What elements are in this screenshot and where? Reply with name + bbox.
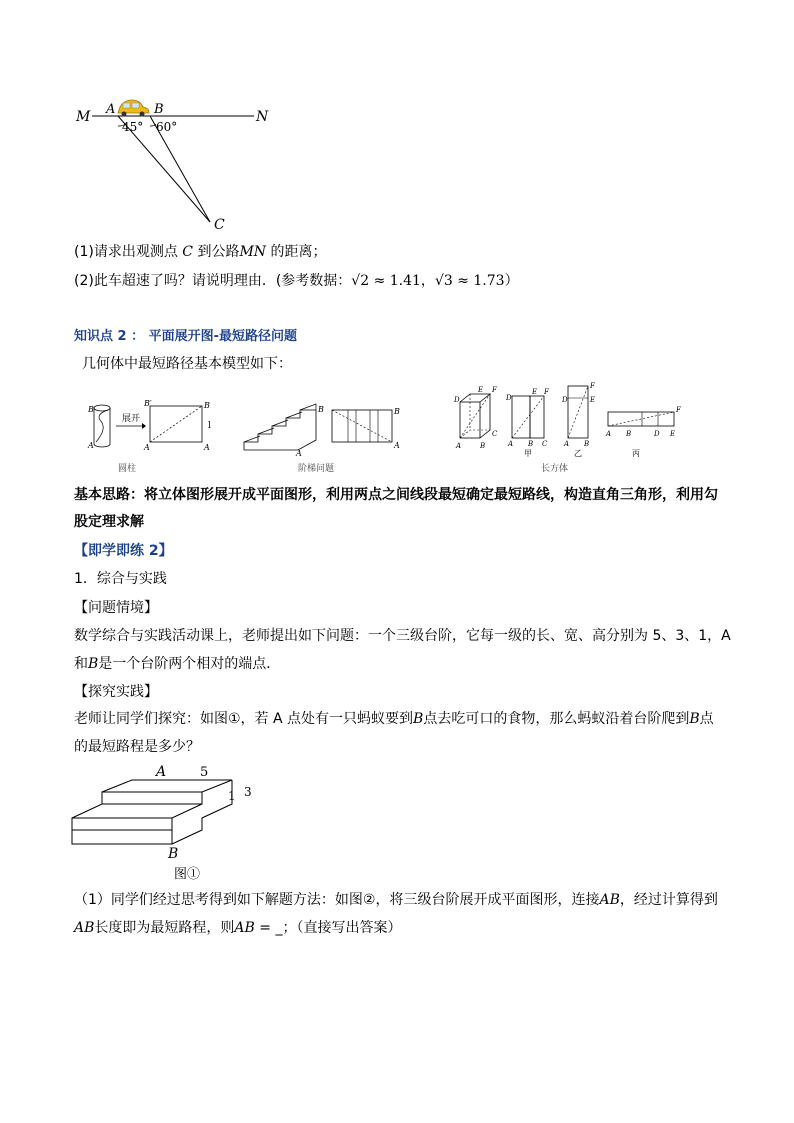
svg-text:F: F [676, 406, 681, 414]
cuboid-caption: 长方体 [541, 464, 569, 474]
svg-text:B: B [584, 440, 590, 448]
svg-text:A: A [456, 442, 462, 450]
explore-line-2: 的最短路程是多少？ [74, 739, 200, 755]
svg-text:B: B [204, 401, 210, 410]
svg-text:E: E [670, 430, 676, 438]
svg-text:B: B [626, 430, 632, 438]
label-a: A [106, 102, 116, 117]
svg-text:F: F [544, 388, 549, 396]
part1-line-2: AB长度即为最短路程，则AB = _；（直接写出答案） [74, 920, 402, 936]
svg-text:B: B [394, 407, 400, 416]
svg-text:D: D [562, 396, 568, 404]
fig2-label-b: B [168, 846, 179, 862]
situation-header: 【问题情境】 [74, 600, 158, 616]
explore-header: 【探究实践】 [74, 684, 158, 700]
stairs-model-figure [240, 400, 410, 456]
three-step-stairs-figure [68, 760, 278, 885]
label-n: N [256, 109, 269, 125]
fig2-label-5: 5 [200, 765, 209, 780]
svg-text:A: A [88, 441, 94, 450]
label-c: C [214, 217, 225, 233]
angle-45-label: 45° [122, 120, 144, 134]
svg-text:A: A [204, 443, 210, 452]
svg-text:A: A [144, 443, 150, 452]
svg-text:D: D [454, 396, 460, 404]
svg-text:C: C [492, 430, 498, 438]
svg-text:A: A [508, 440, 514, 448]
basic-idea-line-2: 股定理求解 [74, 514, 144, 530]
svg-text:乙: 乙 [574, 449, 582, 458]
svg-text:F: F [492, 386, 497, 394]
label-b: B [154, 102, 164, 117]
svg-text:E: E [532, 388, 538, 396]
cylinder-caption: 圆柱 [118, 464, 137, 474]
svg-text:E: E [590, 396, 596, 404]
label-m: M [76, 109, 91, 125]
problem-title: 1．综合与实践 [74, 571, 167, 587]
car-icon [118, 100, 149, 117]
svg-text:B: B [480, 442, 486, 450]
svg-text:B: B [528, 440, 534, 448]
fig2-label-3: 3 [244, 785, 252, 799]
stairs-caption: 阶梯问题 [298, 464, 335, 474]
svg-text:D: D [506, 394, 512, 402]
angle-60-label: 60° [156, 120, 178, 134]
fig2-caption: 图① [174, 867, 201, 882]
svg-text:B: B [318, 405, 324, 414]
svg-text:B: B [88, 405, 94, 414]
fig2-label-a: A [156, 764, 167, 780]
svg-text:展开: 展开 [122, 414, 141, 424]
svg-text:丙: 丙 [632, 449, 640, 458]
cylinder-model-figure [86, 398, 226, 456]
question-1: (1)请求出观测点 C 到公路MN 的距离； [74, 244, 327, 260]
situation-line-2: 和B是一个台阶两个相对的端点． [74, 656, 281, 672]
svg-text:B′: B′ [144, 399, 152, 408]
explore-line-1: 老师让同学们探究：如图①，若 A 点处有一只蚂蚁要到B点去吃可口的食物，那么蚂蚁沿着台阶爬到B点 [74, 711, 714, 727]
svg-text:A: A [606, 430, 612, 438]
svg-text:A: A [394, 441, 400, 450]
cuboid-model-figure [448, 380, 688, 460]
situation-line-1: 数学综合与实践活动课上，老师提出如下问题：一个三级台阶，它每一级的长、宽、高分别为 5、3、1，A [74, 628, 731, 644]
fig2-label-1: 1 [228, 789, 236, 803]
basic-idea-line-1: 基本思路：将立体图形展开成平面图形，利用两点之间线段最短确定最短路线，构造直角三角形，利用勾 [74, 487, 718, 503]
svg-text:A: A [564, 440, 570, 448]
svg-text:A: A [296, 449, 302, 456]
svg-text:F: F [590, 382, 595, 390]
svg-text:D: D [654, 430, 660, 438]
part1-line-1: （1）同学们经过思考得到如下解题方法：如图②，将三级台阶展开成平面图形，连接AB，经过计算得到 [74, 892, 718, 908]
question-2: (2)此车超速了吗？请说明理由．(参考数据：√2 ≈ 1.41，√3 ≈ 1.73） [74, 273, 519, 289]
svg-text:甲: 甲 [524, 449, 532, 458]
section-intro: 几何体中最短路径基本模型如下： [82, 356, 292, 372]
svg-text:E: E [478, 386, 484, 394]
road-triangle-figure [70, 95, 290, 240]
svg-text:l: l [208, 421, 211, 431]
section-title: 知识点 2 ： 平面展开图-最短路径问题 [74, 329, 298, 344]
practice-header: 【即学即练 2】 [74, 543, 173, 559]
svg-text:C: C [542, 440, 548, 448]
